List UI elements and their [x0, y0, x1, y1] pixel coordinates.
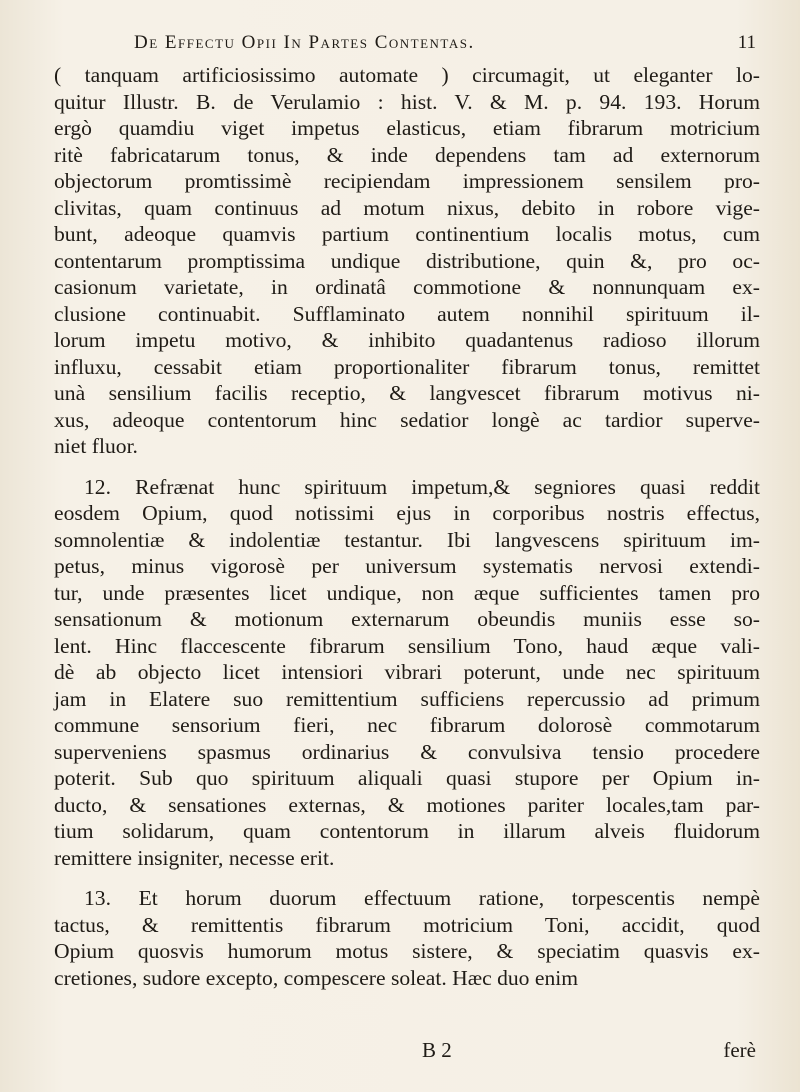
- page-number: 11: [737, 32, 756, 53]
- text-line: clusione continuabit. Sufflaminato autem nonnihil spirituum il-: [54, 301, 760, 326]
- text-line: petus, minus vigorosè per universum systematis nervosi extendi-: [54, 554, 760, 578]
- text-line: ( tanquam artificiosissimo automate ) circumagit, ut eleganter lo-: [54, 63, 760, 87]
- text-line: influxu, cessabit etiam proportionaliter fibrarum tonus, remittet: [54, 354, 760, 379]
- text-line: sensationum & motionum externarum obeundis muniis esse so-: [54, 607, 760, 631]
- text-line: dè ab objecto licet intensiori vibrari poterunt, unde nec spirituum: [54, 660, 760, 684]
- body-text: [54, 62, 760, 991]
- page-header: [134, 32, 756, 62]
- text-line: ritè fabricatarum tonus, & inde dependens tam ad externorum: [54, 142, 760, 167]
- text-line: lent. Hinc flaccescente fibrarum sensilium Tono, haud æque vali-: [54, 633, 760, 658]
- text-line: somnolentiæ & indolentiæ testantur. Ibi langvescens spirituum im-: [54, 527, 760, 552]
- paragraph: [54, 62, 760, 460]
- text-line: ducto, & sensationes externas, & motiones pariter locales,tam par-: [54, 792, 760, 817]
- signature-mark: B 2: [422, 1038, 452, 1062]
- text-line: clivitas, quam continuus ad motum nixus, debito in robore vige-: [54, 195, 760, 220]
- text-line: xus, adeoque contentorum hinc sedatior longè ac tardior superve-: [54, 407, 760, 432]
- text-line: bunt, adeoque quamvis partium continentium localis motus, cum: [54, 222, 760, 246]
- text-line: poterit. Sub quo spirituum aliquali quasi stupore per Opium in-: [54, 766, 760, 790]
- text-line: niet fluor.: [54, 434, 138, 458]
- text-line: unà sensilium facilis receptio, & langvescet fibrarum motivus ni-: [54, 381, 760, 405]
- text-line: 12. Refrænat hunc spirituum impetum,& segniores quasi reddit: [84, 474, 760, 499]
- paragraph: [54, 885, 760, 991]
- text-line: eosdem Opium, quod notissimi ejus in corporibus nostris effectus,: [54, 501, 760, 525]
- text-line: cretiones, sudore excepto, compescere soleat. Hæc duo enim: [54, 965, 579, 990]
- text-line: casionum varietate, in ordinatâ commotione & nonnunquam ex-: [54, 275, 760, 299]
- text-line: ergò quamdiu viget impetus elasticus, etiam fibrarum motricium: [54, 116, 760, 140]
- catchword: ferè: [723, 1038, 756, 1062]
- text-line: Opium quosvis humorum motus sistere, & speciatim quasvis ex-: [54, 939, 760, 963]
- text-line: tur, unde præsentes licet undique, non æque sufficientes tamen pro: [54, 580, 760, 605]
- text-line: quitur Illustr. B. de Verulamio : hist. V. & M. p. 94. 193. Horum: [54, 89, 760, 114]
- text-line: superveniens spasmus ordinarius & convulsiva tensio procedere: [54, 739, 760, 764]
- text-line: tactus, & remittentis fibrarum motricium Toni, accidit, quod: [54, 912, 760, 937]
- paragraph-gap: [54, 871, 760, 885]
- text-line: contentarum promptissima undique distributione, quin &, pro oc-: [54, 248, 760, 273]
- text-line: lorum impetu motivo, & inhibito quadantenus radioso illorum: [54, 328, 760, 352]
- text-line: jam in Elatere suo remittentium sufficiens repercussio ad primum: [54, 686, 760, 711]
- running-head: De Effectu Opii In Partes Contentas.: [134, 32, 475, 53]
- text-line: 13. Et horum duorum effectuum ratione, torpescentis nempè: [84, 886, 760, 910]
- text-line: tium solidarum, quam contentorum in illarum alveis fluidorum: [54, 819, 760, 843]
- paragraph-gap: [54, 460, 760, 474]
- paragraph: [54, 474, 760, 872]
- text-line: commune sensorium fieri, nec fibrarum dolorosè commotarum: [54, 713, 760, 737]
- text-line: objectorum promtissimè recipiendam impressionem sensilem pro-: [54, 169, 760, 193]
- text-line: remittere insigniter, necesse erit.: [54, 845, 335, 870]
